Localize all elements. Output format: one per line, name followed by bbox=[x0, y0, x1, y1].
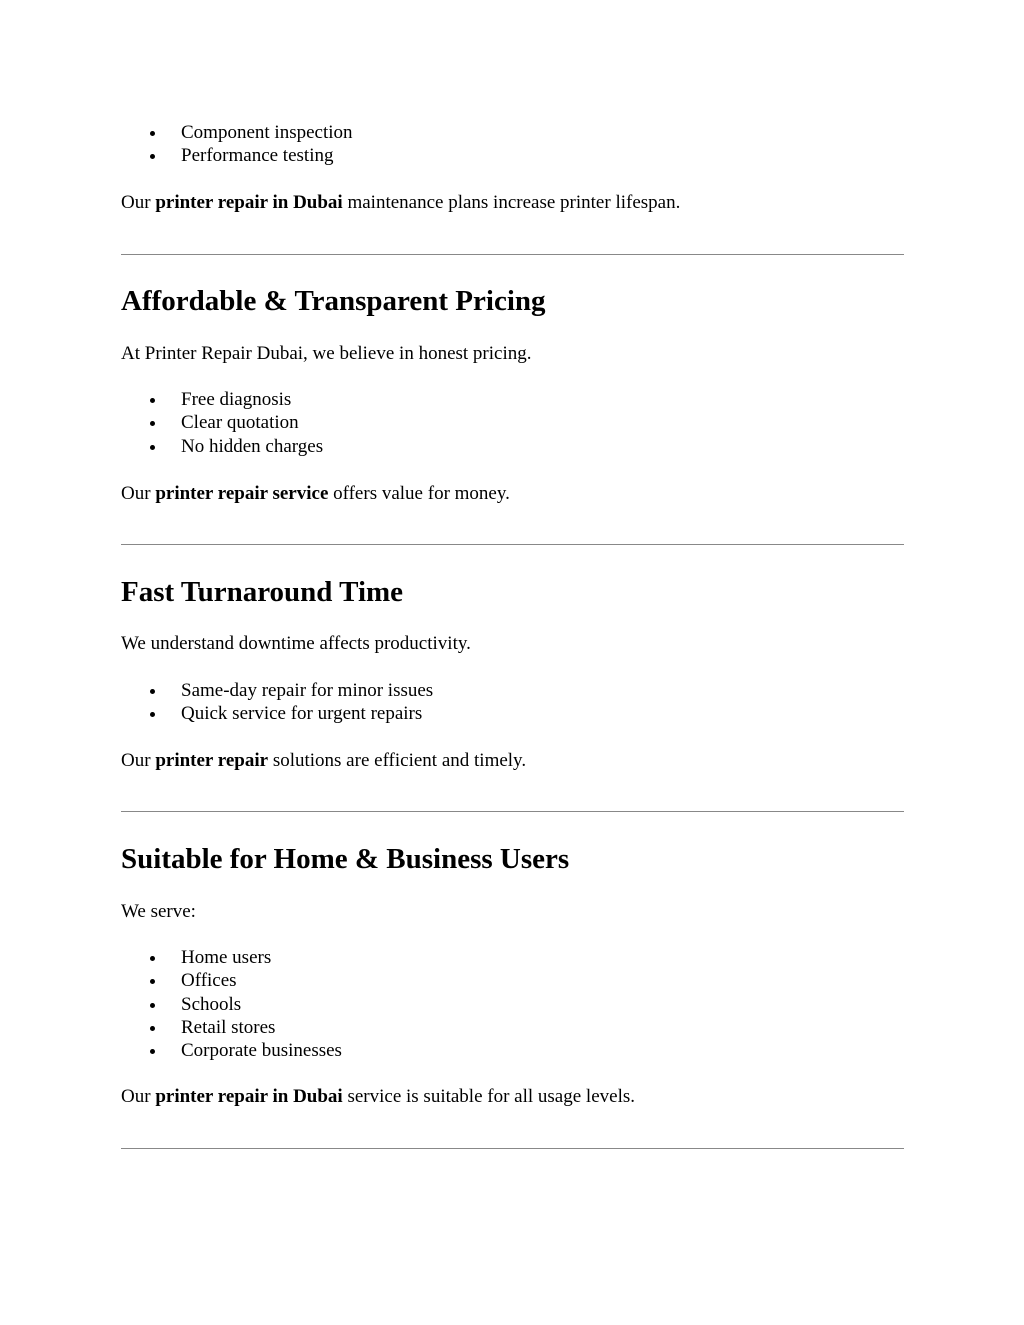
list-item: Component inspection bbox=[121, 121, 904, 144]
paragraph: Our printer repair solutions are efficient and timely. bbox=[121, 750, 527, 771]
divider bbox=[121, 254, 904, 255]
divider bbox=[121, 811, 904, 812]
paragraph: Our printer repair in Dubai service is suitable for all usage levels. bbox=[121, 1086, 635, 1107]
list-item: Offices bbox=[121, 969, 904, 992]
divider bbox=[121, 1148, 904, 1149]
list bbox=[121, 679, 904, 726]
paragraph: Our printer repair in Dubai maintenance plans increase printer lifespan. bbox=[121, 192, 681, 213]
list-item: Schools bbox=[121, 993, 904, 1016]
paragraph: We serve: bbox=[121, 901, 196, 922]
section-heading: Fast Turnaround Time bbox=[121, 576, 404, 608]
list-item: No hidden charges bbox=[121, 435, 904, 458]
list-item: Corporate businesses bbox=[121, 1039, 904, 1062]
list-item: Performance testing bbox=[121, 144, 904, 167]
paragraph: Our printer repair service offers value for money. bbox=[121, 483, 510, 504]
list-item: Quick service for urgent repairs bbox=[121, 702, 904, 725]
section-heading: Affordable & Transparent Pricing bbox=[121, 285, 546, 317]
list-item: Clear quotation bbox=[121, 411, 904, 434]
intro-list bbox=[121, 121, 904, 168]
list-item: Retail stores bbox=[121, 1016, 904, 1039]
list-item: Home users bbox=[121, 946, 904, 969]
section-heading: Suitable for Home & Business Users bbox=[121, 843, 570, 875]
paragraph: We understand downtime affects productivity. bbox=[121, 633, 471, 654]
list-item: Free diagnosis bbox=[121, 388, 904, 411]
list-item: Same-day repair for minor issues bbox=[121, 679, 904, 702]
divider bbox=[121, 544, 904, 545]
paragraph: At Printer Repair Dubai, we believe in honest pricing. bbox=[121, 343, 532, 364]
list bbox=[121, 388, 904, 458]
list bbox=[121, 946, 904, 1062]
